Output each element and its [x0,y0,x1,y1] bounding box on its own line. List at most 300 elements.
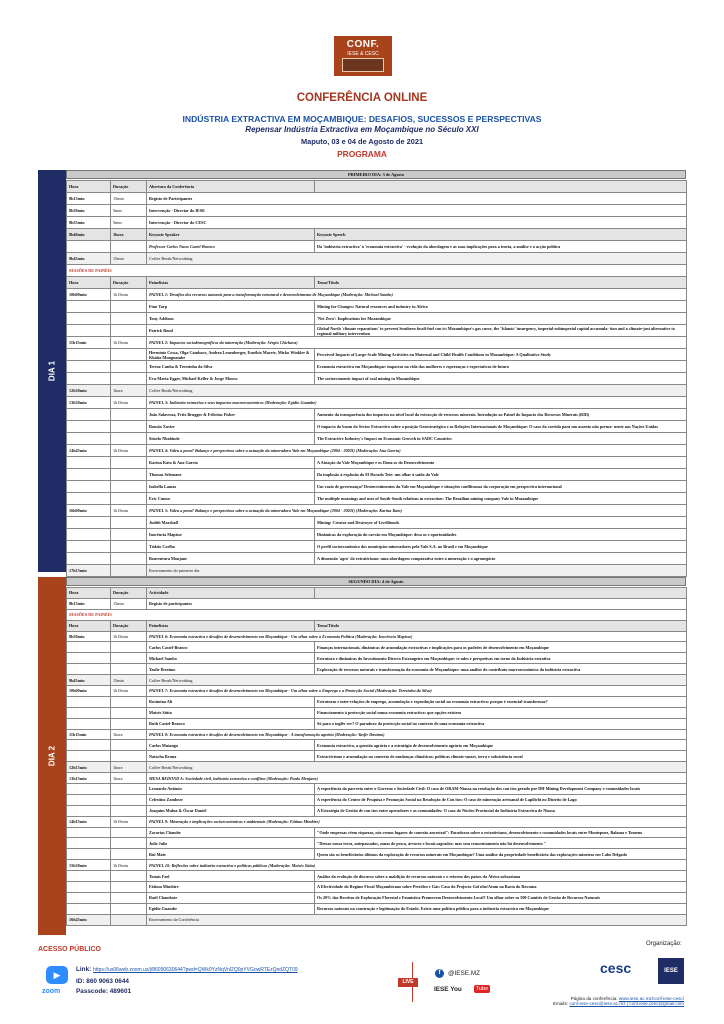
facebook-icon: f [435,969,444,978]
activity-cell: Encerramento da Conferência [147,914,687,925]
zoom-link-label: Link: [76,966,92,973]
duration-cell [111,541,147,553]
table-row [67,421,687,433]
speaker-cell: Carlos Castel-Branco [147,642,315,653]
table-row [67,457,687,469]
speaker-cell: Rui Mate [147,849,315,860]
topic-cell: 'Net Zero': Implications for Mozambique [315,313,687,325]
duration-cell: Duração [111,620,147,631]
time-cell [67,349,111,361]
panel-title-cell: PAINEL 5: Valeu a pena? Balanço e perspectivas sobre a actuação da mineradora Vale em Moçambique (2004 - 2002I) (Moderação: Karina Kato) [147,505,687,517]
duration-cell: 5min [111,205,147,217]
activity-cell: Coffee Break/Networking [147,762,687,773]
table-row [67,642,687,653]
table-row [67,337,687,349]
activity-cell: Coffee Break/Networking [147,675,687,686]
time-cell: 16h45min [67,914,111,925]
duration-cell [111,517,147,529]
duration-cell [111,827,147,838]
speaker-cell: Ruth Castel-Branco [147,718,315,729]
emails-label: Emails: [552,1001,569,1006]
speaker-cell: Leonardo António [147,784,315,795]
duration-cell [111,325,147,337]
duration-cell: Duração [111,277,147,289]
table-row [67,882,687,893]
facebook-handle[interactable]: @IESE.MZ [448,970,481,977]
duration-cell [111,707,147,718]
time-cell [67,871,111,882]
table-row [67,469,687,481]
time-cell: 13h30min [67,397,111,409]
duration-cell: 1hora [111,385,147,397]
speaker-cell: Joaquim Mulua & Óscar Daniel [147,805,315,816]
duration-cell [111,529,147,541]
table-row [67,313,687,325]
table-row [67,773,687,784]
speaker-cell: Tádzio Coelho [147,541,315,553]
table-row [67,707,687,718]
time-cell [67,805,111,816]
speaker-cell: Julie Julie [147,838,315,849]
time-cell [67,529,111,541]
table-row [67,493,687,505]
time-cell: Hora [67,277,111,289]
table-row [67,631,687,642]
duration-cell [111,838,147,849]
table-row [67,903,687,914]
topic-cell [315,181,687,193]
time-cell [67,664,111,675]
time-cell: 14h45min [67,445,111,457]
table-row [67,373,687,385]
time-cell: 11h15min [67,337,111,349]
topic-cell: Mining for Changes: Natural resources and industry in Africa [315,301,687,313]
table-row [67,397,687,409]
duration-cell: 1h15min [111,337,147,349]
time-cell [67,718,111,729]
duration-cell: Duração [111,181,147,193]
speaker-cell: Fátima Mimbire [147,882,315,893]
speaker-cell: Painelistas [147,620,315,631]
panel-title-cell: PAINEL 7: Economia extractiva e desafios de desenvolvimento em Moçambique - Um olhar sobre o Emprego e a Protecção Social (Moderação: Terezinha da Silva) [147,686,687,697]
duration-cell [111,241,147,253]
time-cell [67,707,111,718]
topic-cell: A experiência do Centro de Pesquisa e Promoção Social na Resolução de Con itos: O caso de mineração artesanal de Lapilichi no Distrito de Lago [315,794,687,805]
topic-cell: Um vazio de governança? Desinvestimentos da Vale em Moçambique e situações conflituosas da corporação em perspectiva internacional [315,481,687,493]
time-cell [67,653,111,664]
zoom-link-line [76,966,298,973]
topic-cell: The multiple meanings and uses of South-South relations in extraction: The Brazilian mining company Vale in Mozambique [315,493,687,505]
table-row [67,805,687,816]
duration-cell [111,751,147,762]
duration-cell [111,653,147,664]
time-cell [67,541,111,553]
time-cell [67,903,111,914]
activity-cell: Coffee Break/Networking [147,385,687,397]
topic-cell: Economia extractiva em Moçambique: impactos na vida das mulheres e esperanças e expectativas de futuro [315,361,687,373]
organizacao-label: Organização: [646,941,682,947]
time-cell [67,827,111,838]
duration-cell [111,481,147,493]
panel-title-cell: PAINEL 3: Indústria extractiva e seus impactos macroeconómicos (Moderação: Egídio Guambe) [147,397,687,409]
speaker-cell: Painelistas [147,277,315,289]
topic-cell: Tema/Título [315,277,687,289]
speaker-cell: Actividade [147,588,315,599]
duration-cell: 5min [111,217,147,229]
panel-title-cell: PAINEL 1: Desafios dos recursos naturais para a transformação estrutural e desenvolvimento de Moçambique (Moderação: Michael Sambo) [147,289,687,301]
table-row [67,598,687,609]
time-cell: 8h15min [67,193,111,205]
time-cell: Hora [67,588,111,599]
speaker-cell: Abertura da Conferência [147,181,315,193]
speaker-cell: Egídio Guambe [147,903,315,914]
speaker-cell: Natacha Bruna [147,751,315,762]
speaker-cell: Inocência Mapisse [147,529,315,541]
speaker-cell: Rosimina Ali [147,696,315,707]
session-heading-cell: SESSÕES DE PAINÉIS [67,265,687,277]
time-cell [67,373,111,385]
topic-cell: Estrutura e dinâmicas do Investimento Directo Estrangeiro em Moçambique: te ndes e perspetivas em torno da Indústria extrativa [315,653,687,664]
topic-cell: Recursos naturais na construção e legitimação do Estado. Existe uma política pública para a indústria extractiva em Moçambique [315,903,687,914]
duration-cell [111,409,147,421]
duration-cell [111,805,147,816]
speaker-cell: Moisés Siúta [147,707,315,718]
speaker-cell: Eric Cunno [147,493,315,505]
speaker-cell: Raúl Chambote [147,892,315,903]
day1-label: DIA 1 [47,360,57,382]
duration-cell [111,849,147,860]
time-cell [67,794,111,805]
duration-cell: Duração [111,588,147,599]
table-row [67,675,687,686]
time-cell: 8h30min [67,631,111,642]
table-row [67,849,687,860]
day1-side-bar [38,170,66,572]
topic-cell: Quem são os beneficiários últimos da exploração de recursos minerais em Moçambique? Uma análise da propriedade beneficiária das explorações mineiras em Cabo Delgado [315,849,687,860]
duration-cell [111,903,147,914]
panel-title-cell: PAINEL 8: Economia extractiva e desafios de desenvolvimento em Moçambique - A transformação agrária (Moderação: Yasfir Ibraimo) [147,729,687,740]
youtube-logo: Tube [475,986,489,992]
table-row [67,529,687,541]
time-cell [67,469,111,481]
time-cell: 8h35min [67,217,111,229]
speaker-cell: Herminio Cossa, Olga Cambaco, Andrea Leuenberger, Eusébio Macete, Mirko Winkler & Khátia Munguambe [147,349,315,361]
contact-info [540,996,684,1006]
table-row [67,892,687,903]
table-row [67,433,687,445]
activity-cell: Registo de Participantes [147,193,687,205]
topic-cell: A Estratégia de Gestão de con itos entre operadores e as comunidades: O caso do Núcleo Provincial da Indústria Extractiva de Niassa [315,805,687,816]
time-cell [67,433,111,445]
topic-cell: A Atuação da Vale Moçambique e os Dona os do Desenvolvimento [315,457,687,469]
time-cell [67,421,111,433]
table-row [67,505,687,517]
table-row [67,517,687,529]
table-row [67,541,687,553]
topic-cell: Estruturas e inter-relações de emprego, acumulação e reprodução social na economia extractiva: porque é essencial transformar? [315,696,687,707]
table-row [67,481,687,493]
table-row [67,914,687,925]
speaker-cell: Finn Tarp [147,301,315,313]
zoom-camera-icon: ▶ [46,966,68,984]
speaker-cell: Celestino Zambeze [147,794,315,805]
topic-cell: Aumento da transparência dos impactos no nível local da extracção de recursos minerais. Introdução ao Painel do Impacto dos Recursos Minerais (RID) [315,409,687,421]
duration-cell [111,301,147,313]
topic-cell: Mining: Creator and Destroyer of Livelihoods [315,517,687,529]
topic-cell: Finanças internacionais, dinâmicas de acumulação extractivas e implicações para os padrões de desenvolvimento em Moçambique [315,642,687,653]
table-row [67,827,687,838]
time-cell: Hora [67,181,111,193]
activity-cell: Registo de participantes [147,598,687,609]
topic-cell: Da implosão à explosão do El Dorado Tete: um olhar à saída da Vale [315,469,687,481]
table-row [67,277,687,289]
time-cell [67,784,111,795]
page-title: CONFERÊNCIA ONLINE [296,92,428,104]
duration-cell: 1hora [111,773,147,784]
duration-cell: 1h15min [111,397,147,409]
panel-title-cell: PAINEL 4: Valeu a pena? Balanço e perspectivas sobre a actuação da mineradora Vale em Moçambique (2004 - 2002I) (Moderação: Ana Garcia) [147,445,687,457]
speaker-cell: Michael Sambo [147,653,315,664]
duration-cell: 15min [111,598,147,609]
topic-cell: The Extractive Industry's Impact on Economic Growth in SADC Countries [315,433,687,445]
speaker-cell: Isabella Lamas [147,481,315,493]
time-cell [67,696,111,707]
conference-logo [334,36,392,76]
live-badge: LIVE [398,978,418,987]
panel-title-cell: PAINEL 9: Mineração e implicações socioeconómicas e ambientais (Moderação: Fátima Mimbire) [147,816,687,827]
table-row [67,217,687,229]
duration-cell [111,457,147,469]
speaker-cell: João Salavessa, Fritz Brugger & Felicitas Fisher [147,409,315,421]
conference-subtitle: INDÚSTRIA EXTRACTIVA EM MOÇAMBIQUE: DESAFIOS, SUCESSOS E PERSPECTIVAS [182,114,542,124]
time-cell: 16h00min [67,505,111,517]
speaker-cell: Romão Xavier [147,421,315,433]
duration-cell [111,421,147,433]
duration-cell [111,892,147,903]
time-cell: 8h30min [67,205,111,217]
topic-cell: Financiamento à protecção social numa economia extractiva: que opções existem [315,707,687,718]
topic-cell: Análise da evolução do discurso sobre a maldição de recursos naturais e o retorno dos países da África subsariana [315,871,687,882]
topic-cell: Global North 'climate reparations' to prevent Southern fossil-fuel con ict Mozambique's gas curse, the 'Islamic' insurgency, imperial-subimperial capital accumula- tion and a climate-just alternative to regional military intervention [315,325,687,337]
time-cell: 9h45min [67,675,111,686]
duration-cell [111,871,147,882]
time-cell: 11h15min [67,729,111,740]
activity-cell: Coffee Break/Networking [147,253,687,265]
time-cell [67,849,111,860]
activity-cell: Intervenção - Director do CESC [147,217,687,229]
table-row [67,253,687,265]
duration-cell: 1h15min [111,445,147,457]
duration-cell [111,469,147,481]
duration-cell [111,373,147,385]
time-cell: 12h15min [67,762,111,773]
emails-link[interactable]: conf-iese-cesc@iese.ac.mz | conf.iese.cesc@gmail.com [569,1001,684,1006]
time-cell: Hora [67,620,111,631]
duration-cell: 1hora [111,762,147,773]
zoom-passcode: Passcode: 489601 [76,988,132,995]
table-row [67,838,687,849]
page-label: Página da conferência: [570,996,618,1001]
duration-cell: 1hora [111,729,147,740]
day2-table [66,587,687,926]
topic-cell: O impacto do boom do Sector Extractivo sobre a posição Geoestratégica e as Relações Internacionais de Moçambique: O caso da corrida para um assento não perma- nente nas Nações Unidas [315,421,687,433]
time-cell [67,882,111,893]
duration-cell: 1h15min [111,686,147,697]
time-cell [67,740,111,751]
iese-logo: IESE [658,958,684,984]
table-row [67,565,687,577]
speaker-cell: Zacarias Chambe [147,827,315,838]
time-cell: 14h15min [67,816,111,827]
page-url-link[interactable]: www.iese.ac.mz/conf-iese-cesc/ [618,996,684,1001]
time-cell: 8h40min [67,229,111,241]
speaker-cell: Tomás Fael [147,871,315,882]
duration-cell [111,642,147,653]
duration-cell: 1hora [111,229,147,241]
table-row [67,729,687,740]
table-row [67,553,687,565]
panel-title-cell: MESA REDOND A: Sociedade civil, indústria extractiva e conflitos (Moderação: Paulo Menjane) [147,773,687,784]
table-row [67,289,687,301]
table-row [67,653,687,664]
table-row [67,241,687,253]
topic-cell: Os 20% das Receitas de Exploração Florestal e Faunística Promovem Desenvolvimento Local? Um olhar sobre os 500 Comités de Gestão de Recursos Naturais [315,892,687,903]
panel-title-cell: PAINEL 2: Impactos sociodemográficos da mineração (Moderação: Sérgio Chichava) [147,337,687,349]
table-row [67,794,687,805]
table-row [67,193,687,205]
day2-heading: SEGUNDO DIA: 4 de Agosto [66,577,686,586]
duration-cell [111,565,147,577]
duration-cell: 15min [111,253,147,265]
duration-cell: 1h15min [111,631,147,642]
duration-cell: 1h15min [111,505,147,517]
table-row [67,816,687,827]
day1-heading: PRIMEIRO DIA: 3 de Agosto [66,170,686,179]
table-row [67,325,687,337]
logo-line2: IESE & CESC [347,51,379,57]
time-cell [67,751,111,762]
speaker-cell: Teresa Cunha & Terezinha da Silva [147,361,315,373]
time-cell: 9h45min [67,253,111,265]
time-cell: 15h30min [67,860,111,871]
speaker-cell: Boaventura Monjane [147,553,315,565]
duration-cell [111,794,147,805]
speaker-cell: Tony Addison [147,313,315,325]
duration-cell: 1h15min [111,860,147,871]
logo-photo-icon [342,58,384,72]
speaker-cell: Keynote Speaker [147,229,315,241]
table-row [67,409,687,421]
duration-cell [111,914,147,925]
table-row [67,205,687,217]
table-row [67,229,687,241]
duration-cell [111,433,147,445]
topic-cell: Exploração de recursos naturais e transformação da economia de Moçambique: uma análise do contributo macroeconómico da indústria extractiva [315,664,687,675]
topic-cell: A experiência da parceria entre o Governo e Sociedade Civil: O caso de ORAM-Niassa na resolução dos con itos gerado por DH Mining Development Company e comunidades locais [315,784,687,795]
topic-cell: Da 'indústria extractiva' à 'economia extractiva' - evolução da abordagem e as suas implicações para a teoria, a análise e a acção política [315,241,687,253]
speaker-cell: Judith Marshall [147,517,315,529]
session-heading-cell: SESSÕES DE PAINÉIS [67,609,687,620]
logo-line1: CONF. [346,39,380,50]
duration-cell: 15min [111,675,147,686]
activity-cell: Encerramento do primeiro dia [147,565,687,577]
time-cell [67,301,111,313]
speaker-cell: Thomas Selemane [147,469,315,481]
duration-cell [111,349,147,361]
conference-theme: Repensar Indústria Extractiva em Moçambique no Século XXI [245,125,479,134]
topic-cell: Só para o inglês ver? O paradoxo da protecção social no contexto de uma economia extractiva [315,718,687,729]
time-cell [67,493,111,505]
table-row [67,871,687,882]
time-cell [67,642,111,653]
time-cell: 12h30min [67,385,111,397]
time-cell: 17h15min [67,565,111,577]
topic-cell: Tema/Título [315,620,687,631]
duration-cell [111,361,147,373]
speaker-cell: Karina Kato & Ana Garcia [147,457,315,469]
zoom-link[interactable]: https://us06web.zoom.us/j/86090630644?pwd=QWk0YzNqVnl2Q0pYVGowRTEzQndZQT09 [93,967,298,973]
topic-cell: The socioeconomic impact of coal mining in Mozambique [315,373,687,385]
speaker-cell: Yasfir Ibraimo [147,664,315,675]
table-row [67,301,687,313]
duration-cell [111,664,147,675]
time-cell [67,481,111,493]
table-row [67,718,687,729]
panel-title-cell: PAINEL 10: Reflexões sobre indústria extractiva e políticas públicas (Moderação: Moisés Siúta) [147,860,687,871]
table-row [67,349,687,361]
time-cell [67,457,111,469]
public-access-heading: ACESSO PÚBLICO [38,946,102,953]
duration-cell [111,784,147,795]
panel-title-cell: PAINEL 6: Economia extractiva e desafios de desenvolvimento em Moçambique - Um olhar sobre a Economia Política (Moderação: Inocência Mapisse) [147,631,687,642]
time-cell [67,313,111,325]
topic-cell: Keynote Speech [315,229,687,241]
table-row [67,445,687,457]
youtube-text[interactable]: IESE You [434,986,462,993]
speaker-cell: Sitoelo Nhabinde [147,433,315,445]
table-row [67,686,687,697]
topic-cell [315,588,687,599]
table-row [67,740,687,751]
time-cell [67,892,111,903]
day2-label: DIA 2 [47,745,57,767]
table-row [67,762,687,773]
time-cell [67,325,111,337]
speaker-cell: Patrick Bond [147,325,315,337]
time-cell: 13h15min [67,773,111,784]
topic-cell: Perceived Impacts of Large-Scale Mining Activities on Maternal and Child Health Conditions in Mozambique: A Qualitative Study [315,349,687,361]
time-cell [67,409,111,421]
time-cell: 8h15min [67,598,111,609]
duration-cell [111,493,147,505]
duration-cell: 15min [111,193,147,205]
duration-cell [111,882,147,893]
topic-cell: Dinâmicas da exploração do carvão em Moçambique: desa os e oportunidades [315,529,687,541]
time-cell [67,553,111,565]
day2-section [38,577,686,935]
time-cell: 10h00min [67,289,111,301]
speaker-cell: Eva-Maria Egger, Michael Keller & Jorge Mouco [147,373,315,385]
topic-cell: Economia extractiva, a questão agrária e a estratégia de desenvolvimento agrário em Moçambique [315,740,687,751]
table-row [67,751,687,762]
table-row [67,860,687,871]
topic-cell: A Efectividade do Regime Fiscal Moçambicano sobre Petróleo e Gás: Caso do Projecto Gol nho/Atum na Bacia do Rovuma [315,882,687,893]
topic-cell: Extractivismo e acumulação no contexto de mudanças climáticas: políticas climate-smart, terra e subsistência rural [315,751,687,762]
zoom-logo: zoom [42,988,61,995]
topic-cell: "Onde empresas vêem riquezas, nós vemos lugares de conexão ancestral": Paradoxos sobre o extrativismo, desenvolvimento e comunidades locais entre Montepuez, Balama e Tomeno [315,827,687,838]
topic-cell: "Deixar nossa terra, antepassados, zonas de pesca, árvores e locais sagrados: mas sem reassentamento não há desenvolvimento " [315,838,687,849]
table-row [67,696,687,707]
